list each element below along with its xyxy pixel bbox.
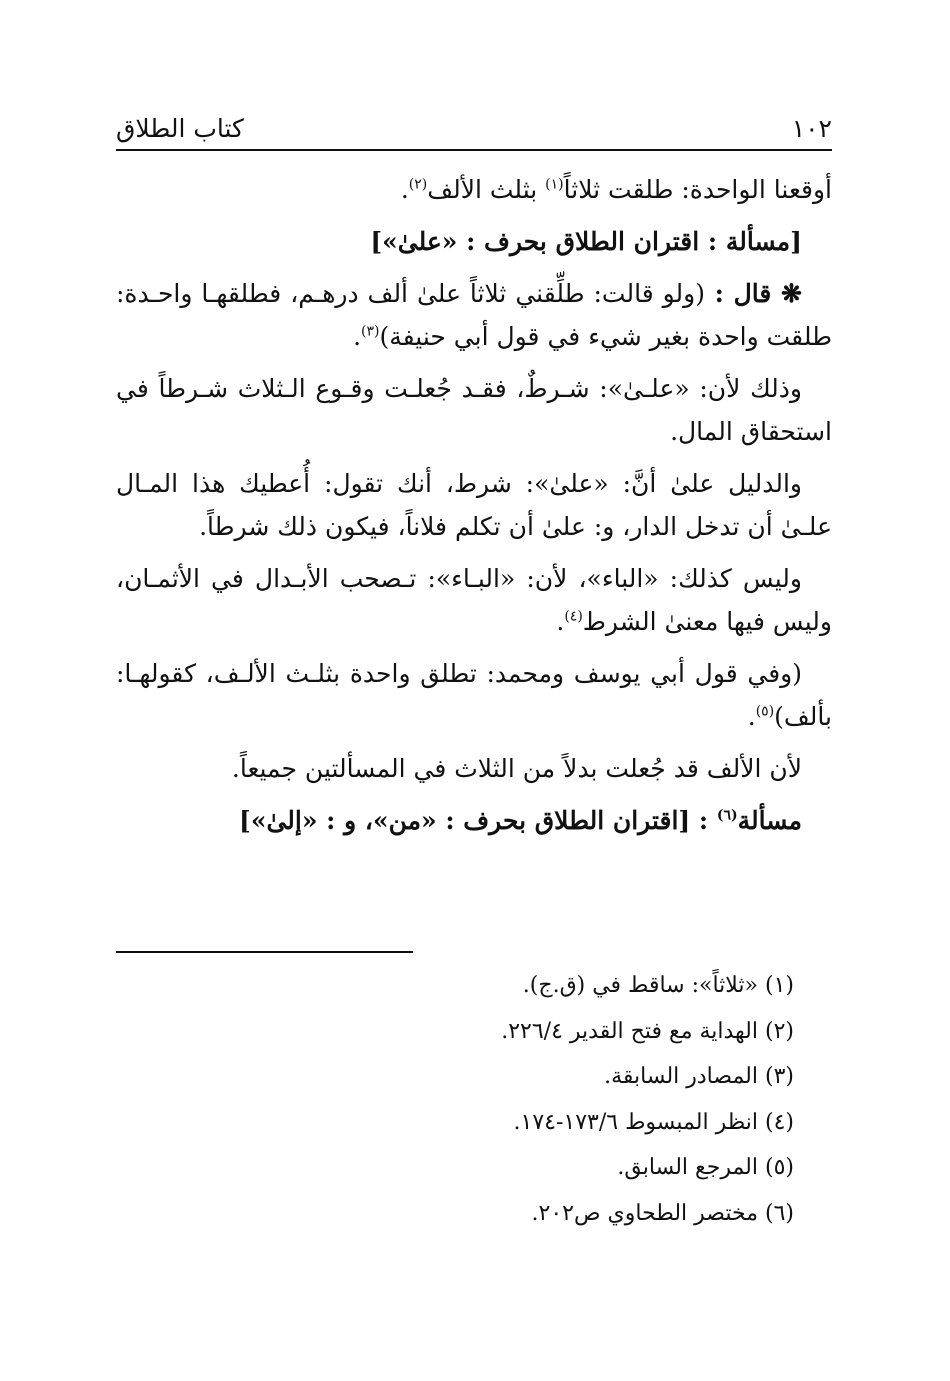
footnote-ref-5: (٥) <box>755 703 775 720</box>
issue-heading-2: مسألة$^{(٦)}$ : [اقتران الطلاق بحرف : «من»، و : «إلىٰ»] <box>239 806 802 835</box>
paragraph-4: وذلك لأن: «علـىٰ»: شـرطٌ، فقـد جُعلـت وقـوع الـثلاث شـرطاً في استحقاق المال. <box>116 374 832 446</box>
paragraph-6: وليس كذلك: «الباء»، لأن: «البـاء»: تـصحب الأبـدال في الأثمـان، وليس فيها معنىٰ الشرط$^{(٤)}$. <box>116 564 832 636</box>
paragraph-7: (وفي قول أبي يوسف ومحمد: تطلق واحدة بثلـث الألـف، كقولهـا: بألف)$^{(٥)}$. <box>116 659 832 731</box>
footnote-5: (٥) المرجع السابق. <box>617 1155 794 1180</box>
page-number: ١٠٢ <box>791 113 832 143</box>
footnote-rule <box>116 951 413 953</box>
main-text <box>116 168 832 851</box>
footnotes <box>234 963 794 1236</box>
footnote-2: (٢) الهداية مع فتح القدير ٢٢٦/٤. <box>501 1018 794 1044</box>
paragraph-1: أوقعنا الواحدة: طلقت ثلاثاً$^{(١)}$ بثلث الألف$^{(٢)}$. <box>400 175 832 204</box>
chapter-title: كتاب الطلاق <box>116 113 244 143</box>
footnote-ref-1: (١) <box>545 176 564 193</box>
footnote-ref-6: (٦) <box>716 807 738 824</box>
header-rule <box>116 149 832 151</box>
running-header <box>116 108 832 148</box>
footnote-6: (٦) مختصر الطحاوي ص٢٠٢. <box>531 1200 794 1226</box>
book-page <box>116 0 832 1381</box>
footnote-1: (١) «ثلاثاً»: ساقط في (ق.ج). <box>522 973 794 998</box>
footnote-3: (٣) المصادر السابقة. <box>604 1064 794 1089</box>
footnote-ref-4: (٤) <box>564 608 583 625</box>
footnote-ref-2: (٢) <box>408 176 428 193</box>
qala-marker: ❋ قال : <box>704 279 803 308</box>
footnote-4: (٤) انظر المبسوط ١٧٣/٦-١٧٤. <box>513 1109 794 1135</box>
paragraph-5: والدليل علىٰ أنَّ: «علىٰ»: شرط، أنك تقول: أُعطيك هذا المـال علـىٰ أن تدخل الدار، و: علىٰ أن تكلم فلاناً، فيكون ذلك شرطاً. <box>116 469 832 541</box>
footnote-ref-3: (٣) <box>361 323 380 340</box>
paragraph-3: ❋ قال : (ولو قالت: طلِّقني ثلاثاً علىٰ ألف درهـم، فطلقهـا واحـدة: طلقت واحدة بغير شيء في قول أبي حنيفة)$^{(٣)}$. <box>116 279 832 351</box>
issue-heading-1: [مسألة : اقتران الطلاق بحرف : «علىٰ»] <box>370 227 802 256</box>
paragraph-8: لأن الألف قد جُعلت بدلاً من الثلاث في المسألتين جميعاً. <box>231 754 802 783</box>
